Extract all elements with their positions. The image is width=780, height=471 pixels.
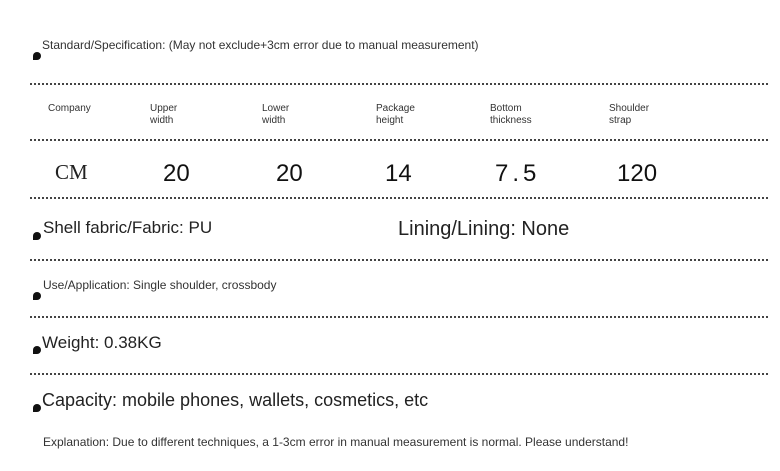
header-shoulder-strap-line2: strap (609, 115, 632, 126)
header-lower-width (262, 103, 289, 127)
bullet-icon (33, 52, 41, 60)
header-package-height-line2: height (376, 115, 404, 126)
header-upper-width-line2: width (150, 115, 174, 126)
dotted-divider (30, 259, 768, 261)
value-upper-width: 20 (163, 160, 190, 187)
bullet-icon (33, 292, 41, 300)
header-package-height (376, 103, 415, 127)
value-package-height: 14 (385, 160, 412, 187)
header-upper-width-line1: Upper (150, 103, 178, 114)
header-bottom-thickness-line2: thickness (490, 115, 532, 126)
header-shoulder-strap-line1: Shoulder (609, 103, 650, 114)
standard-specification-text: Standard/Specification: (May not exclude+3cm error due to manual measurement) (42, 38, 479, 52)
header-company (48, 103, 91, 115)
header-bottom-thickness (490, 103, 532, 127)
bullet-icon (33, 232, 41, 240)
dotted-divider (30, 197, 768, 199)
header-company-line: Company (48, 103, 91, 114)
header-shoulder-strap (609, 103, 649, 127)
dotted-divider (30, 316, 768, 318)
bullet-icon (33, 404, 41, 412)
capacity-text: Capacity: mobile phones, wallets, cosmetics, etc (42, 390, 429, 410)
dotted-divider (30, 83, 768, 85)
weight-text: Weight: 0.38KG (42, 333, 162, 352)
header-lower-width-line2: width (262, 115, 286, 126)
header-package-height-line1: Package (376, 103, 415, 114)
dotted-divider (30, 373, 768, 375)
bullet-icon (33, 346, 41, 354)
lining-text: Lining/Lining: None (398, 218, 570, 240)
header-upper-width (150, 103, 177, 127)
explanation-text: Explanation: Due to different techniques, a 1-3cm error in manual measurement is normal. Please understand! (43, 435, 629, 449)
value-bottom-thickness: 7.5 (495, 160, 541, 187)
value-company: CM (55, 160, 88, 184)
header-lower-width-line1: Lower (262, 103, 290, 114)
value-lower-width: 20 (276, 160, 303, 187)
dotted-divider (30, 139, 768, 141)
shell-fabric-text: Shell fabric/Fabric: PU (43, 218, 213, 237)
header-bottom-thickness-line1: Bottom (490, 103, 522, 114)
value-shoulder-strap: 120 (617, 160, 658, 187)
use-application-text: Use/Application: Single shoulder, crossbody (43, 278, 277, 292)
